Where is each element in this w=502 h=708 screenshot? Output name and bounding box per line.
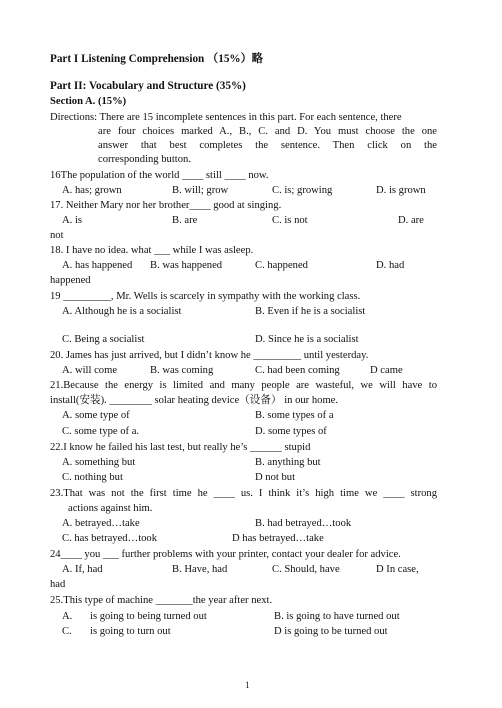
question-19-stem: 19 _________, Mr. Wells is scarcely in sympathy with the working class.: [50, 291, 361, 302]
q18-option-d: D. had: [376, 260, 405, 271]
part2-heading: Part II: Vocabulary and Structure (35%): [50, 80, 246, 92]
q20-option-b: B. was coming: [150, 365, 214, 376]
q22-option-b: B. anything but: [255, 457, 321, 468]
q20-option-d: D came: [370, 365, 403, 376]
q17-option-b: B. are: [172, 215, 198, 226]
q24-option-c: C. Should, have: [272, 564, 340, 575]
question-24-stem: 24____ you ___ further problems with your printer, contact your dealer for advice.: [50, 549, 401, 560]
q23-option-a: A. betrayed…take: [62, 518, 140, 529]
q24-option-d-wrap: had: [50, 579, 66, 590]
question-23-line-1: 23.That was not the first time he ____ us. I think it’s high time we ____ strong: [50, 488, 437, 499]
q25-option-a-letter: A.: [62, 611, 73, 622]
q18-option-b: B. was happened: [150, 260, 223, 271]
q17-option-c: C. is not: [272, 215, 308, 226]
q21-option-d: D. some types of: [255, 426, 327, 437]
q24-option-b: B. Have, had: [172, 564, 228, 575]
q21-option-b: B. some types of a: [255, 410, 334, 421]
q18-option-d-wrap: happened: [50, 275, 91, 286]
q19-option-a: A. Although he is a socialist: [62, 306, 182, 317]
q23-option-d: D has betrayed…take: [232, 533, 324, 544]
directions-line-2: are four choices marked A., B., C. and D. You must choose the one: [98, 126, 437, 137]
q22-option-d: D not but: [255, 472, 296, 483]
q16-option-a: A. has; grown: [62, 185, 122, 196]
q19-option-b: B. Even if he is a socialist: [255, 306, 366, 317]
q25-option-a: is going to being turned out: [90, 611, 207, 622]
question-21-line-2: install(安装). ________ solar heating device（设备） in our home.: [50, 395, 339, 406]
q24-option-a: A. If, had: [62, 564, 103, 575]
q25-option-b: B. is going to have turned out: [274, 611, 400, 622]
directions-line-1: Directions: There are 15 incomplete sentences in this part. For each sentence, there: [50, 112, 402, 123]
q25-option-c: is going to turn out: [90, 626, 171, 637]
question-16-stem: 16The population of the world ____ still ____ now.: [50, 170, 269, 181]
directions-line-3: answer that best completes the sentence. Then click on the: [98, 140, 437, 151]
q22-option-a: A. something but: [62, 457, 136, 468]
q21-option-a: A. some type of: [62, 410, 130, 421]
q17-option-a: A. is: [62, 215, 83, 226]
part1-heading: Part I Listening Comprehension （15%）略: [50, 53, 263, 65]
q24-option-d: D In case,: [376, 564, 419, 575]
q16-option-c: C. is; growing: [272, 185, 333, 196]
q16-option-b: B. will; grow: [172, 185, 229, 196]
question-18-stem: 18. I have no idea. what ___ while I was asleep.: [50, 245, 254, 256]
q17-option-d-wrap: not: [50, 230, 64, 241]
question-17-stem: 17. Neither Mary nor her brother____ good at singing.: [50, 200, 282, 211]
q19-option-d: D. Since he is a socialist: [255, 334, 359, 345]
question-22-stem: 22.I know he failed his last test, but really he’s ______ stupid: [50, 442, 311, 453]
q16-option-d: D. is grown: [376, 185, 426, 196]
q23-option-c: C. has betrayed…took: [62, 533, 158, 544]
q22-option-c: C. nothing but: [62, 472, 123, 483]
question-23-line-2: actions against him.: [68, 503, 153, 514]
q17-option-d: D. are: [398, 215, 424, 226]
q25-option-c-letter: C.: [62, 626, 72, 637]
q25-option-d: D is going to be turned out: [274, 626, 388, 637]
sectionA-heading: Section A. (15%): [50, 96, 127, 107]
question-20-stem: 20. James has just arrived, but I didn’t know he _________ until yesterday.: [50, 350, 369, 361]
question-21-line-1: 21.Because the energy is limited and many people are wasteful, we will have to: [50, 380, 437, 391]
q18-option-a: A. has happened: [62, 260, 133, 271]
question-25-stem: 25.This type of machine _______the year after next.: [50, 595, 273, 606]
directions-line-4: corresponding button.: [98, 154, 191, 165]
page-number: 1: [245, 680, 250, 690]
q20-option-a: A. will come: [62, 365, 118, 376]
q20-option-c: C. had been coming: [255, 365, 340, 376]
q19-option-c: C. Being a socialist: [62, 334, 145, 345]
q23-option-b: B. had betrayed…took: [255, 518, 352, 529]
q21-option-c: C. some type of a.: [62, 426, 140, 437]
q18-option-c: C. happened: [255, 260, 308, 271]
